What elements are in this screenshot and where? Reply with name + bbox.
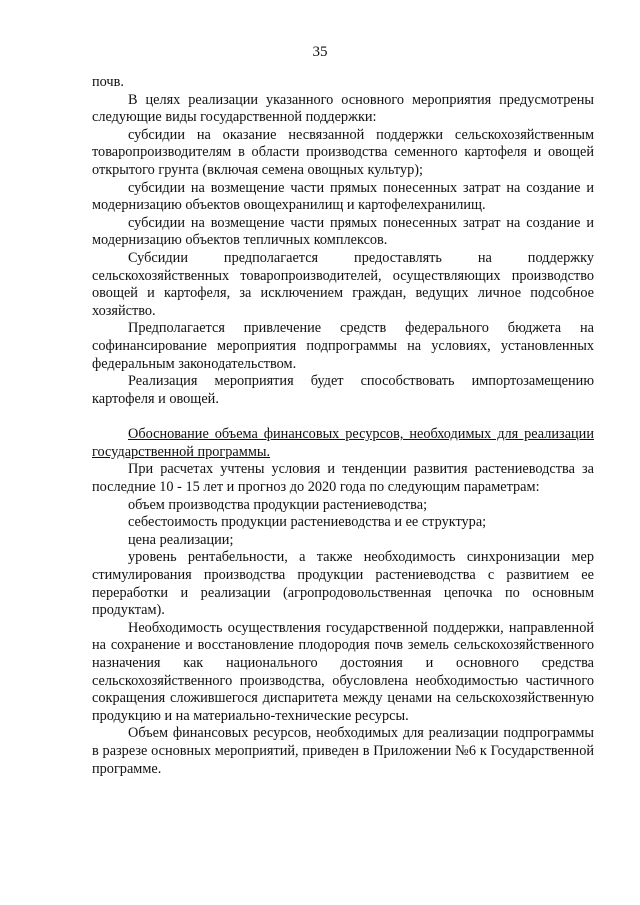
paragraph: субсидии на оказание несвязанной поддержки сельскохозяйственным товаропроизводителям в области производства семенного картофеля и овощей открытого грунта (включая семена овощных культур); bbox=[92, 126, 594, 178]
paragraph: почв. bbox=[92, 74, 124, 90]
paragraph: себестоимость продукции растениеводства и ее структура; bbox=[128, 514, 487, 531]
section-heading: Обоснование объема финансовых ресурсов, необходимых для реализации государственной программы. bbox=[92, 426, 594, 460]
paragraph: В целях реализации указанного основного мероприятия предусмотрены следующие виды государственной поддержки: bbox=[92, 91, 594, 126]
paragraph: субсидии на возмещение части прямых понесенных затрат на создание и модернизацию объектов овощехранилищ и картофелехранилищ. bbox=[92, 179, 594, 214]
paragraph: Реализация мероприятия будет способствовать импортозамещению картофеля и овощей. bbox=[92, 373, 594, 407]
document-body bbox=[92, 74, 594, 778]
paragraph: субсидии на возмещение части прямых понесенных затрат на создание и модернизацию объектов тепличных комплексов. bbox=[92, 214, 594, 249]
paragraph: Субсидии предполагается предоставлять на поддержку сельскохозяйственных товаропроизводителей, осуществляющих производство овощей и картофеля, за исключением граждан, ведущих личное подсобное хозяйство. bbox=[92, 249, 594, 319]
paragraph: цена реализации; bbox=[128, 531, 234, 548]
paragraph: Необходимость осуществления государственной поддержки, направленной на сохранение и восстановление плодородия почв земель сельскохозяйственного назначения как национального достояния и основного средства сельскохозяйственного производства, обусловлена необходимостью частичного сокращения сложившегося диспаритета между ценами на сельскохозяйственную продукцию и на материально-технические ресурсы. bbox=[92, 619, 594, 724]
paragraph: Объем финансовых ресурсов, необходимых для реализации подпрограммы в разрезе основных мероприятий, приведен в Приложении №6 к Государственной программе. bbox=[92, 725, 594, 777]
paragraph: уровень рентабельности, а также необходимость синхронизации мер стимулирования производства продукции растениеводства с развитием ее переработки и реализации (агропродовольственная цепочка по основным продуктам). bbox=[92, 549, 594, 619]
page-number: 35 bbox=[312, 44, 328, 60]
paragraph: При расчетах учтены условия и тенденции развития растениеводства за последние 10 - 15 лет и прогноз до 2020 года по следующим параметрам: bbox=[92, 461, 594, 496]
paragraph: объем производства продукции растениеводства; bbox=[128, 496, 428, 513]
paragraph: Предполагается привлечение средств федерального бюджета на софинансирование мероприятия подпрограммы на условиях, установленных федеральным законодательством. bbox=[92, 320, 594, 372]
